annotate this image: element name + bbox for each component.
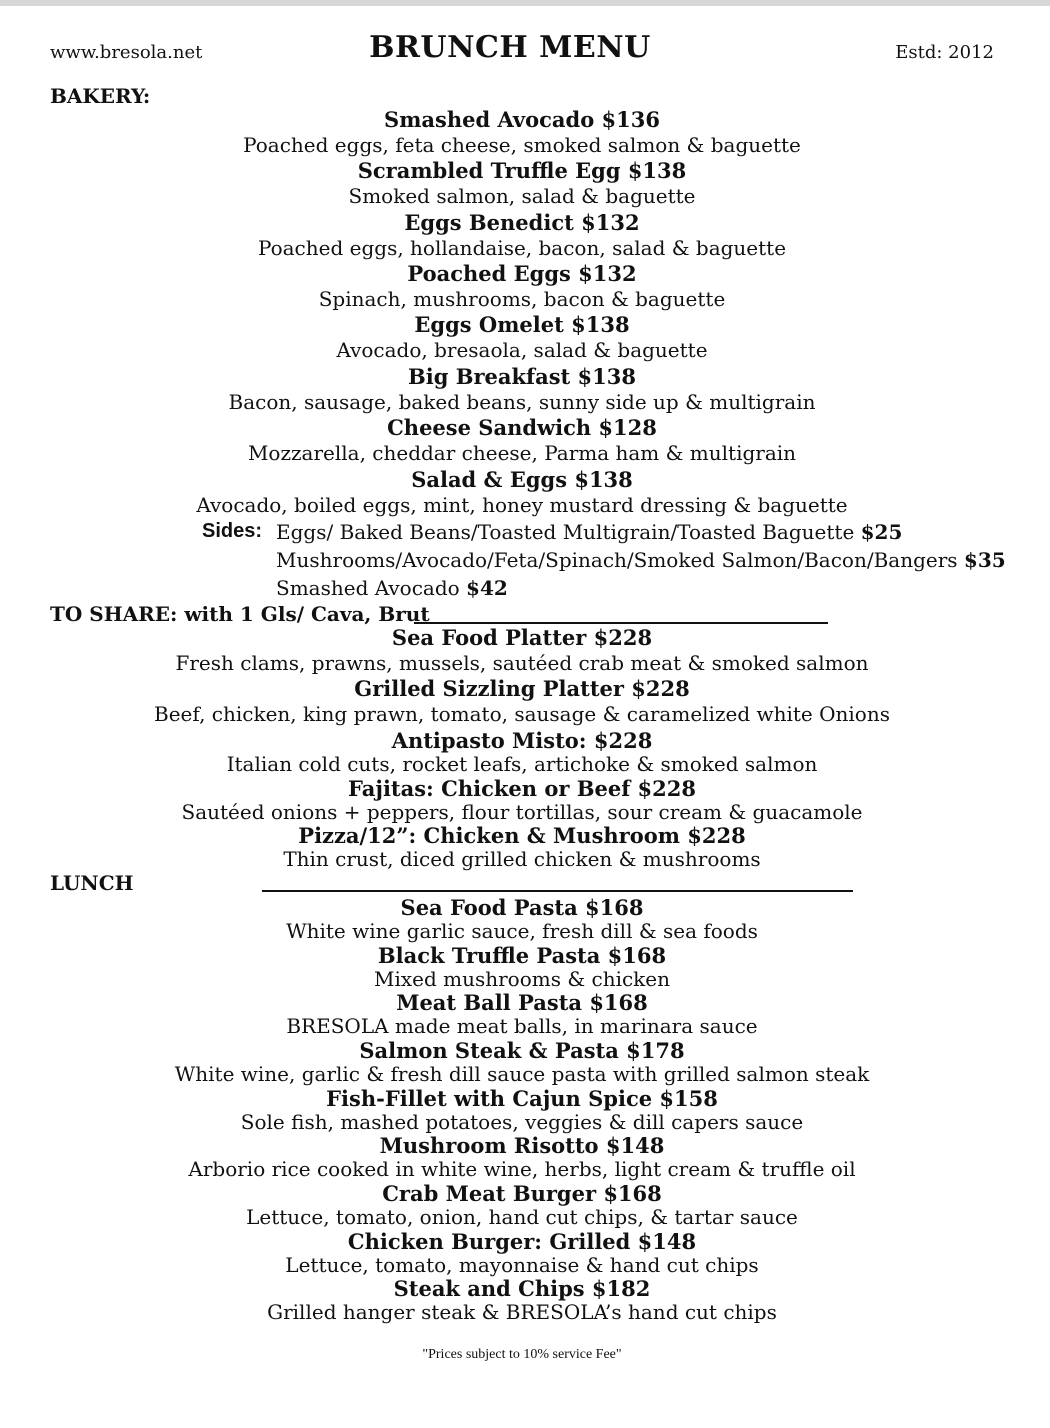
menu-item-name: Fish-Fillet with Cajun Spice $158 <box>326 1086 718 1111</box>
menu-item-description: Beef, chicken, king prawn, tomato, sausage & caramelized white Onions <box>154 702 890 726</box>
page-title: BRUNCH MENU <box>369 30 651 65</box>
sides-items: Smashed Avocado <box>276 576 467 600</box>
menu-item-name: Sea Food Pasta $168 <box>400 895 644 920</box>
section-heading-bakery: BAKERY: <box>50 84 151 108</box>
menu-item-description: Avocado, boiled eggs, mint, honey mustard dressing & baguette <box>196 493 848 517</box>
section-heading-to-share: TO SHARE: with 1 Gls/ Cava, Brut <box>50 602 430 626</box>
section-heading-lunch: LUNCH <box>50 871 134 895</box>
menu-item-name: Black Truffle Pasta $168 <box>377 943 667 968</box>
section-divider <box>414 622 828 624</box>
menu-item-description: Mixed mushrooms & chicken <box>373 967 671 991</box>
menu-item-name: Scrambled Truffle Egg $138 <box>357 158 687 183</box>
menu-item-name: Eggs Omelet $138 <box>414 312 630 337</box>
menu-item-description: Poached eggs, hollandaise, bacon, salad & baguette <box>257 236 787 260</box>
menu-item-name: Salmon Steak & Pasta $178 <box>359 1038 685 1063</box>
top-border <box>0 0 1050 6</box>
menu-item-description: Mozzarella, cheddar cheese, Parma ham & multigrain <box>247 441 797 465</box>
menu-item-name: Mushroom Risotto $148 <box>379 1133 665 1158</box>
menu-item-description: Fresh clams, prawns, mussels, sautéed crab meat & smoked salmon <box>175 651 869 675</box>
menu-item-description: Lettuce, tomato, onion, hand cut chips, & tartar sauce <box>246 1205 798 1229</box>
menu-item-description: Grilled hanger steak & BRESOLA’s hand cut chips <box>267 1300 777 1324</box>
service-fee-note: "Prices subject to 10% service Fee" <box>422 1347 622 1362</box>
section-divider <box>262 890 853 892</box>
menu-item-description: Bacon, sausage, baked beans, sunny side up & multigrain <box>228 390 816 414</box>
menu-item-name: Eggs Benedict $132 <box>404 210 640 235</box>
sides-price: $25 <box>860 520 903 544</box>
sides-label: Sides: <box>202 520 263 542</box>
menu-item-description: Sautéed onions + peppers, flour tortillas, sour cream & guacamole <box>181 800 863 824</box>
sides-items: Eggs/ Baked Beans/Toasted Multigrain/Toasted Baguette <box>276 520 861 544</box>
menu-item-name: Pizza/12”: Chicken & Mushroom $228 <box>298 823 746 848</box>
menu-item-name: Smashed Avocado $136 <box>384 107 660 132</box>
menu-item-description: Italian cold cuts, rocket leafs, artichoke & smoked salmon <box>226 752 818 776</box>
website-url: www.bresola.net <box>50 42 203 63</box>
sides-line <box>276 576 508 600</box>
menu-item-description: Spinach, mushrooms, bacon & baguette <box>318 287 726 311</box>
menu-item-name: Antipasto Misto: $228 <box>391 728 653 753</box>
sides-line <box>276 548 1006 572</box>
menu-item-name: Chicken Burger: Grilled $148 <box>347 1229 697 1254</box>
menu-item-name: Fajitas: Chicken or Beef $228 <box>347 776 697 801</box>
menu-item-description: BRESOLA made meat balls, in marinara sauce <box>286 1014 758 1038</box>
menu-item-name: Meat Ball Pasta $168 <box>396 990 648 1015</box>
menu-item-description: Sole fish, mashed potatoes, veggies & dill capers sauce <box>240 1110 804 1134</box>
menu-item-name: Big Breakfast $138 <box>408 364 636 389</box>
menu-item-description: Smoked salmon, salad & baguette <box>348 184 696 208</box>
menu-item-description: Poached eggs, feta cheese, smoked salmon & baguette <box>243 133 801 157</box>
menu-item-description: White wine, garlic & fresh dill sauce pasta with grilled salmon steak <box>174 1062 870 1086</box>
menu-item-name: Grilled Sizzling Platter $228 <box>354 676 690 701</box>
menu-item-name: Salad & Eggs $138 <box>411 467 633 492</box>
menu-item-description: Avocado, bresaola, salad & baguette <box>336 338 708 362</box>
sides-price: $35 <box>963 548 1006 572</box>
menu-item-description: Arborio rice cooked in white wine, herbs, light cream & truffle oil <box>188 1157 856 1181</box>
menu-item-name: Cheese Sandwich $128 <box>387 415 657 440</box>
menu-item-name: Crab Meat Burger $168 <box>382 1181 662 1206</box>
established-label: Estd: 2012 <box>895 42 994 63</box>
sides-items: Mushrooms/Avocado/Feta/Spinach/Smoked Salmon/Bacon/Bangers <box>276 548 964 572</box>
menu-item-description: White wine garlic sauce, fresh dill & sea foods <box>286 919 758 943</box>
menu-item-name: Poached Eggs $132 <box>407 261 637 286</box>
menu-item-name: Steak and Chips $182 <box>393 1276 651 1301</box>
sides-line <box>276 520 902 544</box>
menu-item-description: Thin crust, diced grilled chicken & mushrooms <box>283 847 761 871</box>
menu-item-description: Lettuce, tomato, mayonnaise & hand cut chips <box>285 1253 759 1277</box>
sides-price: $42 <box>466 576 508 600</box>
menu-item-name: Sea Food Platter $228 <box>391 625 653 650</box>
